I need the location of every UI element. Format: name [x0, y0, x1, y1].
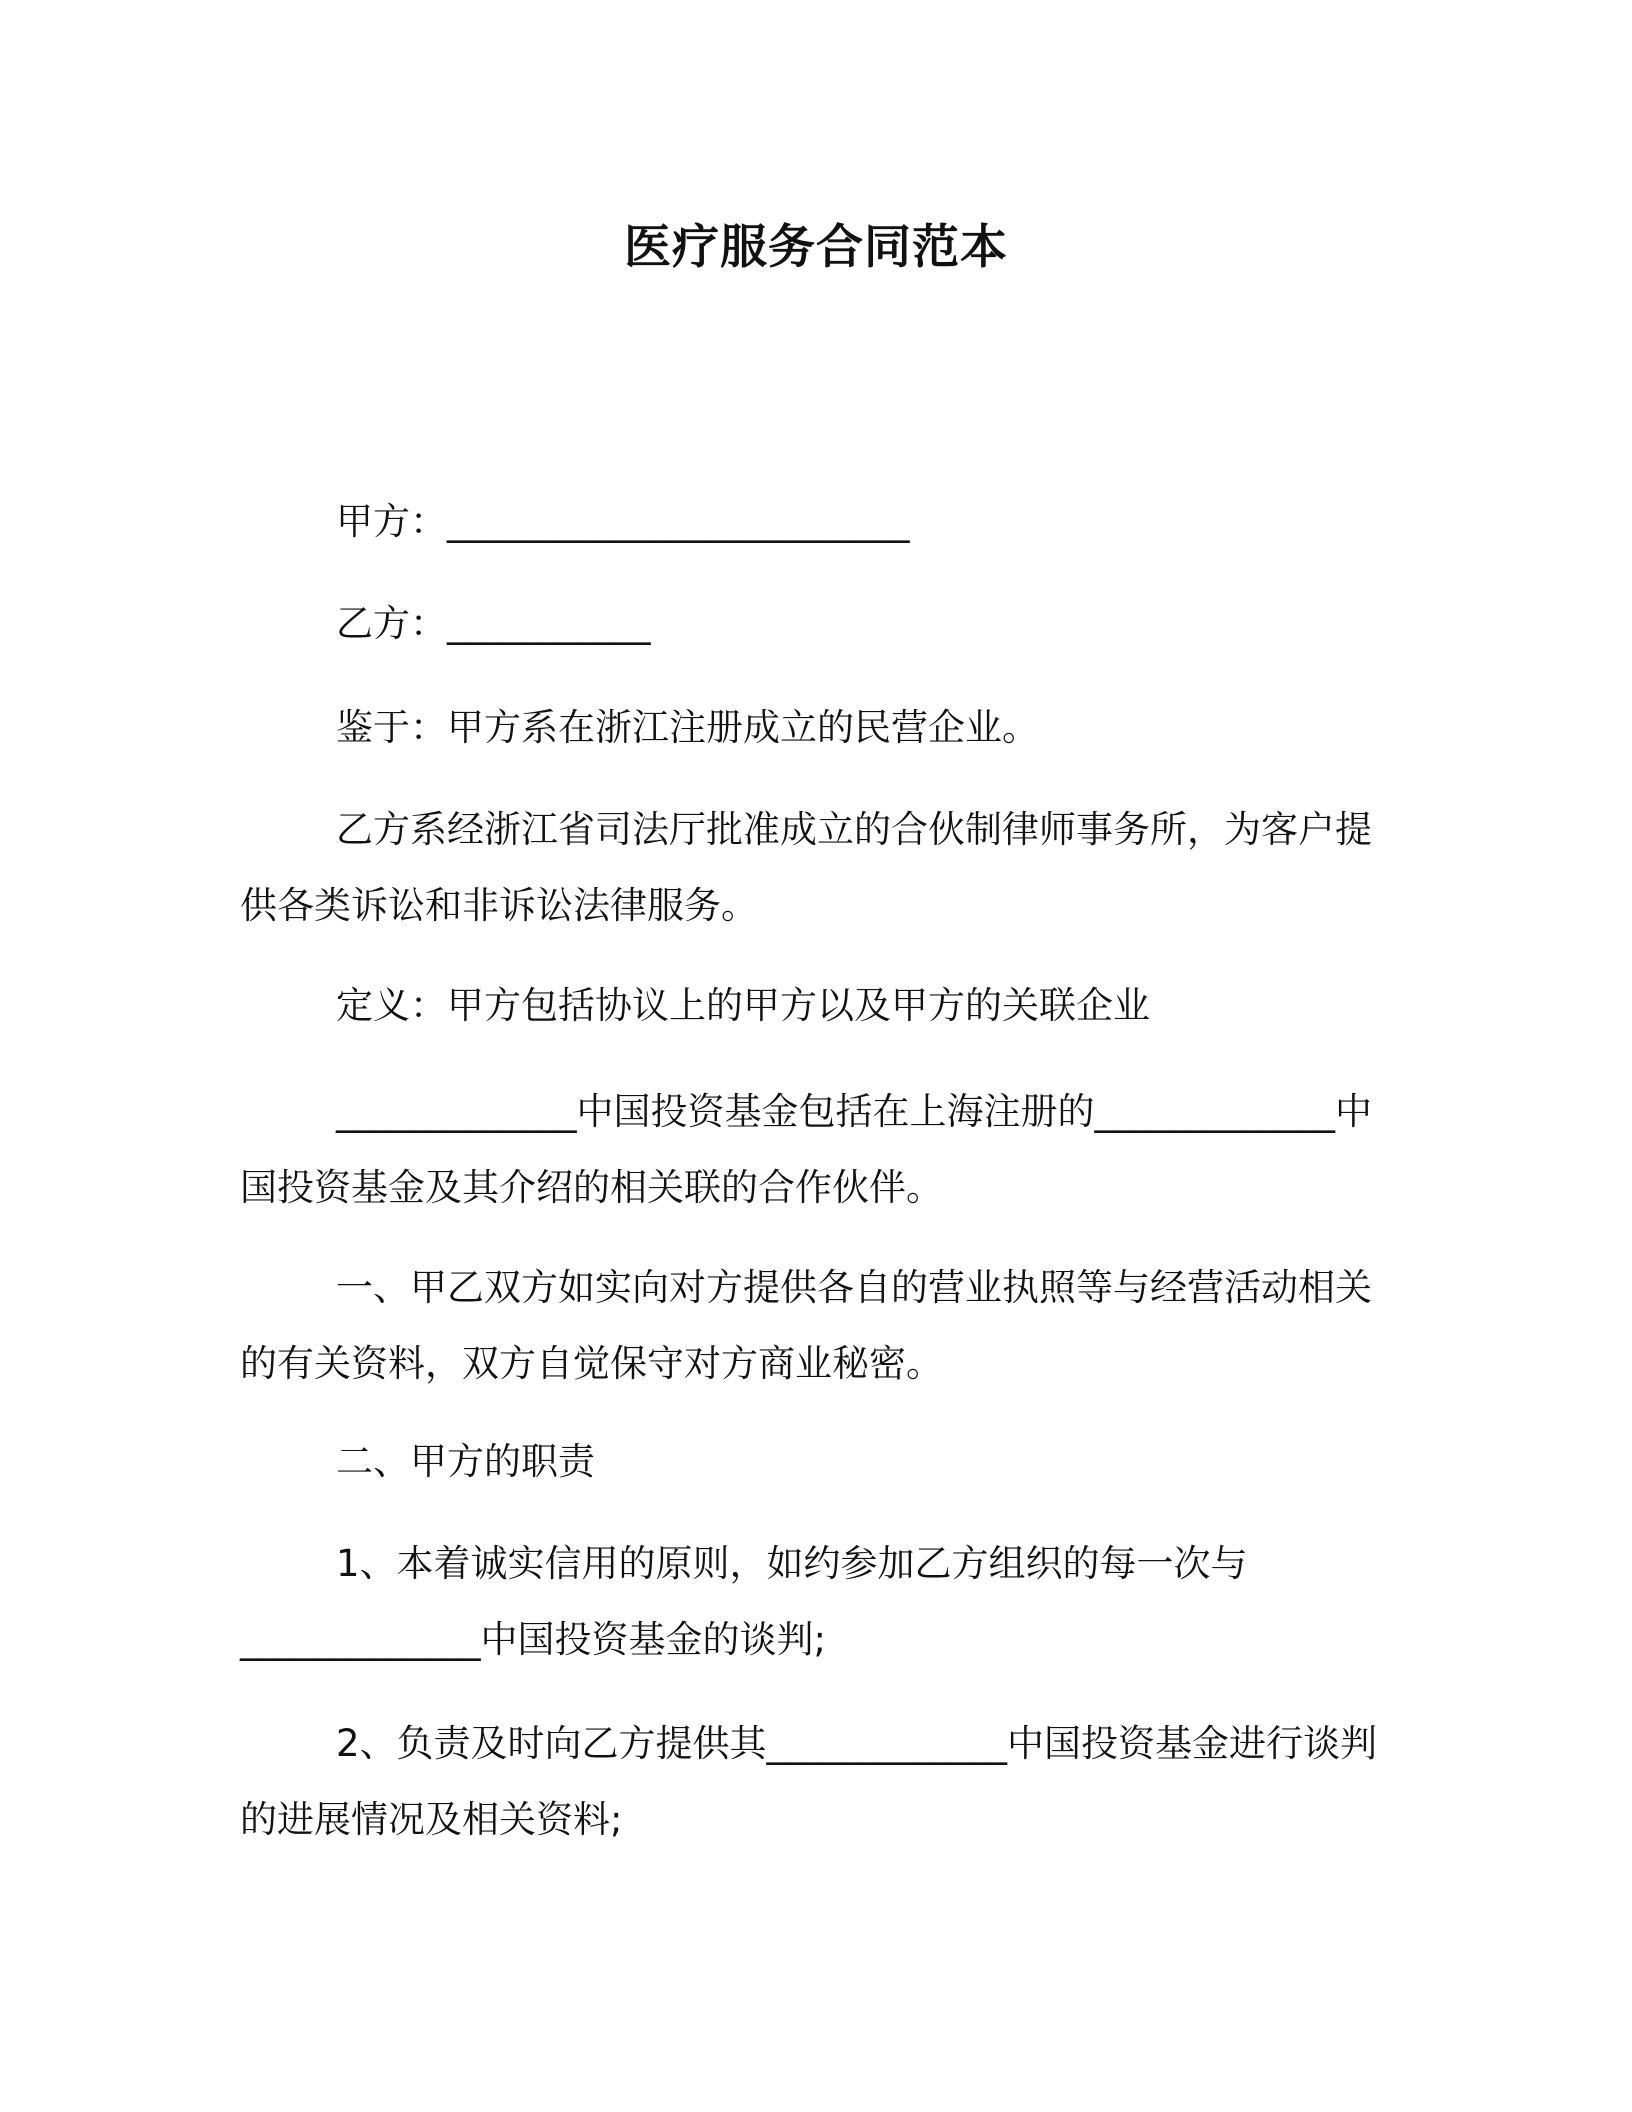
- party-b-description-text: 乙方系经浙江省司法厅批准成立的合伙制律师事务所，为客户提供各类诉讼和非诉讼法律服务。: [240, 808, 1372, 927]
- party-a-line: [240, 484, 1380, 560]
- duty-item-1: [240, 1526, 1380, 1678]
- fund-definition-text: _____________中国投资基金包括在上海注册的_____________中国投资基金及其介绍的相关联的合作伙伴。: [240, 1090, 1372, 1209]
- clause-one-paragraph: [240, 1250, 1380, 1402]
- clause-two-heading-text: 二、甲方的职责: [336, 1440, 595, 1483]
- fund-definition-paragraph: [240, 1074, 1380, 1226]
- party-b-line: [240, 586, 1380, 662]
- duty-item-1-text: 1、本着诚实信用的原则，如约参加乙方组织的每一次与_____________中国投资基金的谈判;: [240, 1542, 1248, 1661]
- clause-one-text: 一、甲乙双方如实向对方提供各自的营业执照等与经营活动相关的有关资料，双方自觉保守对方商业秘密。: [240, 1266, 1372, 1385]
- clause-two-heading: [240, 1424, 1380, 1500]
- definition-text: 定义：甲方包括协议上的甲方以及甲方的关联企业: [336, 984, 1150, 1027]
- party-a-text: 甲方：_________________________: [336, 500, 910, 543]
- whereas-text: 鉴于：甲方系在浙江注册成立的民营企业。: [336, 706, 1039, 749]
- document-title: 医疗服务合同范本: [624, 220, 1008, 275]
- duty-item-2: [240, 1706, 1380, 1858]
- duty-item-2-text: 2、负责及时向乙方提供其_____________中国投资基金进行谈判的进展情况及相关资料;: [240, 1722, 1378, 1841]
- whereas-paragraph: [240, 690, 1380, 766]
- definition-paragraph: [240, 968, 1380, 1044]
- party-b-text: 乙方：___________: [336, 602, 651, 645]
- party-b-description-paragraph: [240, 792, 1380, 944]
